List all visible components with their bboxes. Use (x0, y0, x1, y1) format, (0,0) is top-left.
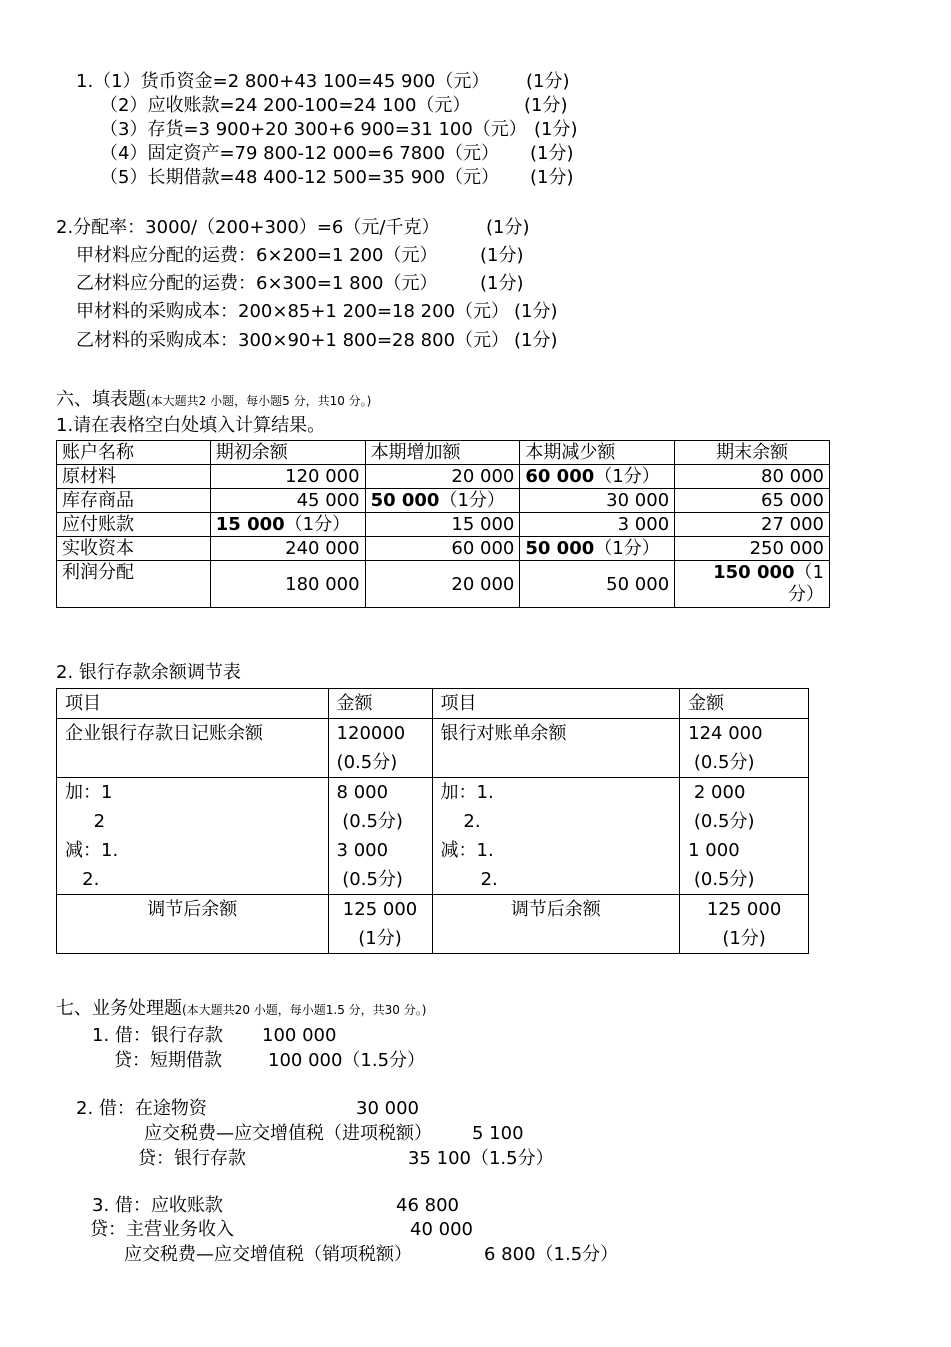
part7-heading-text: 七、业务处理题 (56, 998, 182, 1019)
cell-open: 120 000 (210, 465, 365, 489)
company-book-balance-label: 企业银行存款日记账余额 (57, 719, 329, 778)
table-row (57, 561, 830, 608)
q2-score-1: (1分) (486, 217, 530, 238)
answer-score: （1分） (594, 466, 660, 487)
table-row (57, 537, 830, 561)
adjusted-balance-label-right: 调节后余额 (432, 895, 680, 954)
answer-value: 60 000 (525, 466, 595, 487)
cell-account: 利润分配 (57, 561, 211, 608)
score: (1分) (358, 928, 402, 949)
q2-line-2: 甲材料应分配的运费：6×200=1 200（元） (76, 245, 438, 266)
cell-dec: 50 000 (520, 561, 675, 608)
score: (0.5分) (336, 752, 398, 773)
amount: 3 000 (336, 840, 389, 861)
amount: 125 000 (706, 899, 782, 920)
amount: 124 000 (688, 723, 763, 744)
q2-score-4: (1分) (514, 301, 558, 322)
add-item-2: 2 (93, 811, 106, 832)
entry2-debit-2: 应交税费—应交增值税（进项税额） (144, 1123, 432, 1144)
add-label: 加：1 (65, 782, 113, 803)
cell-inc: 20 000 (365, 561, 520, 608)
score: (0.5分) (342, 811, 403, 832)
entry1-credit-amount: 100 000（1.5分） (268, 1050, 426, 1071)
cell-account: 原材料 (57, 465, 211, 489)
amount: 2 000 (693, 782, 746, 803)
entry1-debit-amount: 100 000 (262, 1025, 337, 1046)
cell-dec: 3 000 (520, 513, 675, 537)
sub-amount-right (680, 836, 809, 895)
cell-dec (520, 465, 675, 489)
part7-note: (本大题共20 小题，每小题1.5 分，共30 分。) (182, 1003, 427, 1017)
header-increase: 本期增加额 (365, 441, 520, 465)
answer-value: 15 000 (215, 514, 285, 535)
cell-end: 27 000 (675, 513, 830, 537)
score: (0.5分) (693, 752, 755, 773)
part6-note: (本大题共2 小题，每小题5 分，共10 分。) (146, 394, 372, 408)
cell-end: 80 000 (675, 465, 830, 489)
answer-value: 50 000 (370, 490, 440, 511)
table1-title: 1.请在表格空白处填入计算结果。 (56, 415, 326, 436)
company-book-balance-value (328, 719, 432, 778)
header-opening-balance: 期初余额 (210, 441, 365, 465)
cell-end: 65 000 (675, 489, 830, 513)
sub-item-2: 2. (82, 869, 100, 890)
cell-account: 实收资本 (57, 537, 211, 561)
entry1-debit: 1. 借：银行存款 (92, 1025, 223, 1046)
adjusted-balance-label-left: 调节后余额 (57, 895, 329, 954)
q2-line-3: 乙材料应分配的运费：6×300=1 800（元） (76, 273, 438, 294)
q2-score-2: (1分) (480, 245, 524, 266)
table-row (57, 895, 809, 954)
score: (0.5分) (693, 811, 755, 832)
q1-line-5: （5）长期借款=48 400-12 500=35 900（元） (100, 167, 500, 188)
answer-score: （1分） (594, 538, 660, 559)
answer-score: （1 (794, 562, 824, 583)
sub-amount-left (328, 836, 432, 895)
sub-item-2: 2. (480, 869, 498, 890)
bank-statement-balance-label: 银行对账单余额 (432, 719, 680, 778)
add-amount-left (328, 778, 432, 837)
q2-score-5: (1分) (514, 330, 558, 351)
q1-line-1: 1.（1）货币资金=2 800+43 100=45 900（元） (76, 71, 490, 92)
cell-open: 180 000 (210, 561, 365, 608)
answer-value: 50 000 (525, 538, 595, 559)
cell-open: 45 000 (210, 489, 365, 513)
entry3-credit: 贷：主营业务收入 (90, 1219, 234, 1240)
bank-reconciliation-table (56, 688, 809, 954)
amount: 120000 (336, 723, 406, 744)
q1-score-3: (1分) (534, 119, 578, 140)
add-items-right (432, 778, 680, 837)
account-balance-table (56, 440, 830, 608)
table-row (57, 778, 809, 837)
sub-items-left (57, 836, 329, 895)
add-item-2: 2. (463, 811, 481, 832)
table2-title: 2. 银行存款余额调节表 (56, 662, 241, 683)
q1-line-4: （4）固定资产=79 800-12 000=6 7800（元） (100, 143, 500, 164)
entry2-debit: 2. 借：在途物资 (76, 1098, 207, 1119)
cell-open (210, 513, 365, 537)
cell-open: 240 000 (210, 537, 365, 561)
sub-label: 减：1. (440, 840, 494, 861)
cell-dec: 30 000 (520, 489, 675, 513)
entry2-credit: 贷：银行存款 (138, 1148, 246, 1169)
part6-heading (56, 388, 371, 413)
cell-inc: 60 000 (365, 537, 520, 561)
header-decrease: 本期减少额 (520, 441, 675, 465)
entry3-debit-amount: 46 800 (396, 1195, 459, 1216)
header-ending-balance: 期末余额 (675, 441, 830, 465)
score: (0.5分) (693, 869, 755, 890)
cell-end: 250 000 (675, 537, 830, 561)
table-header-row (57, 441, 830, 465)
q2-score-3: (1分) (480, 273, 524, 294)
table-row (57, 719, 809, 778)
entry2-debit-2-amount: 5 100 (472, 1123, 524, 1144)
answer-score: （1分） (284, 514, 351, 535)
entry2-debit-amount: 30 000 (356, 1098, 419, 1119)
header-item-right: 项目 (432, 689, 680, 719)
score: (0.5分) (342, 869, 403, 890)
q2-line-1: 2.分配率：3000/（200+300）=6（元/千克） (56, 217, 440, 238)
cell-inc: 15 000 (365, 513, 520, 537)
bank-statement-balance-value (680, 719, 809, 778)
entry3-debit: 3. 借：应收账款 (92, 1195, 223, 1216)
table-header-row (57, 689, 809, 719)
q1-line-2: （2）应收账款=24 200-100=24 100（元） (100, 95, 471, 116)
answer-score: （1分） (439, 490, 505, 511)
table-row (57, 513, 830, 537)
part6-heading-text: 六、填表题 (56, 389, 146, 410)
entry3-credit-2: 应交税费—应交增值税（销项税额） (124, 1244, 412, 1265)
amount: 125 000 (342, 899, 418, 920)
entry1-credit: 贷：短期借款 (114, 1050, 222, 1071)
header-amount-left: 金额 (328, 689, 432, 719)
q1-score-2: (1分) (524, 95, 568, 116)
q1-score-1: (1分) (526, 71, 570, 92)
amount: 1 000 (688, 840, 740, 861)
header-amount-right: 金额 (680, 689, 809, 719)
q1-score-4: (1分) (530, 143, 574, 164)
cell-end (675, 561, 830, 608)
entry2-credit-amount: 35 100（1.5分） (408, 1148, 554, 1169)
table-row (57, 465, 830, 489)
table-row (57, 836, 809, 895)
cell-inc (365, 489, 520, 513)
cell-account: 库存商品 (57, 489, 211, 513)
cell-inc: 20 000 (365, 465, 520, 489)
answer-value: 150 000 (713, 562, 795, 583)
adjusted-balance-value-left (328, 895, 432, 954)
score: (1分) (722, 928, 766, 949)
add-label: 加：1. (440, 782, 494, 803)
part7-heading (56, 997, 426, 1022)
answer-score-cont: 分） (788, 584, 824, 605)
sub-label: 减：1. (65, 840, 119, 861)
add-items-left (57, 778, 329, 837)
q2-line-4: 甲材料的采购成本：200×85+1 200=18 200（元） (76, 301, 510, 322)
q1-line-3: （3）存货=3 900+20 300+6 900=31 100（元） (100, 119, 527, 140)
sub-items-right (432, 836, 680, 895)
header-account-name: 账户名称 (57, 441, 211, 465)
add-amount-right (680, 778, 809, 837)
entry3-credit-amount: 40 000 (410, 1219, 473, 1240)
adjusted-balance-value-right (680, 895, 809, 954)
amount: 8 000 (336, 782, 389, 803)
entry3-credit-2-amount: 6 800（1.5分） (484, 1244, 619, 1265)
q1-score-5: (1分) (530, 167, 574, 188)
cell-dec (520, 537, 675, 561)
q2-line-5: 乙材料的采购成本：300×90+1 800=28 800（元） (76, 330, 510, 351)
table-row (57, 489, 830, 513)
cell-account: 应付账款 (57, 513, 211, 537)
header-item-left: 项目 (57, 689, 329, 719)
